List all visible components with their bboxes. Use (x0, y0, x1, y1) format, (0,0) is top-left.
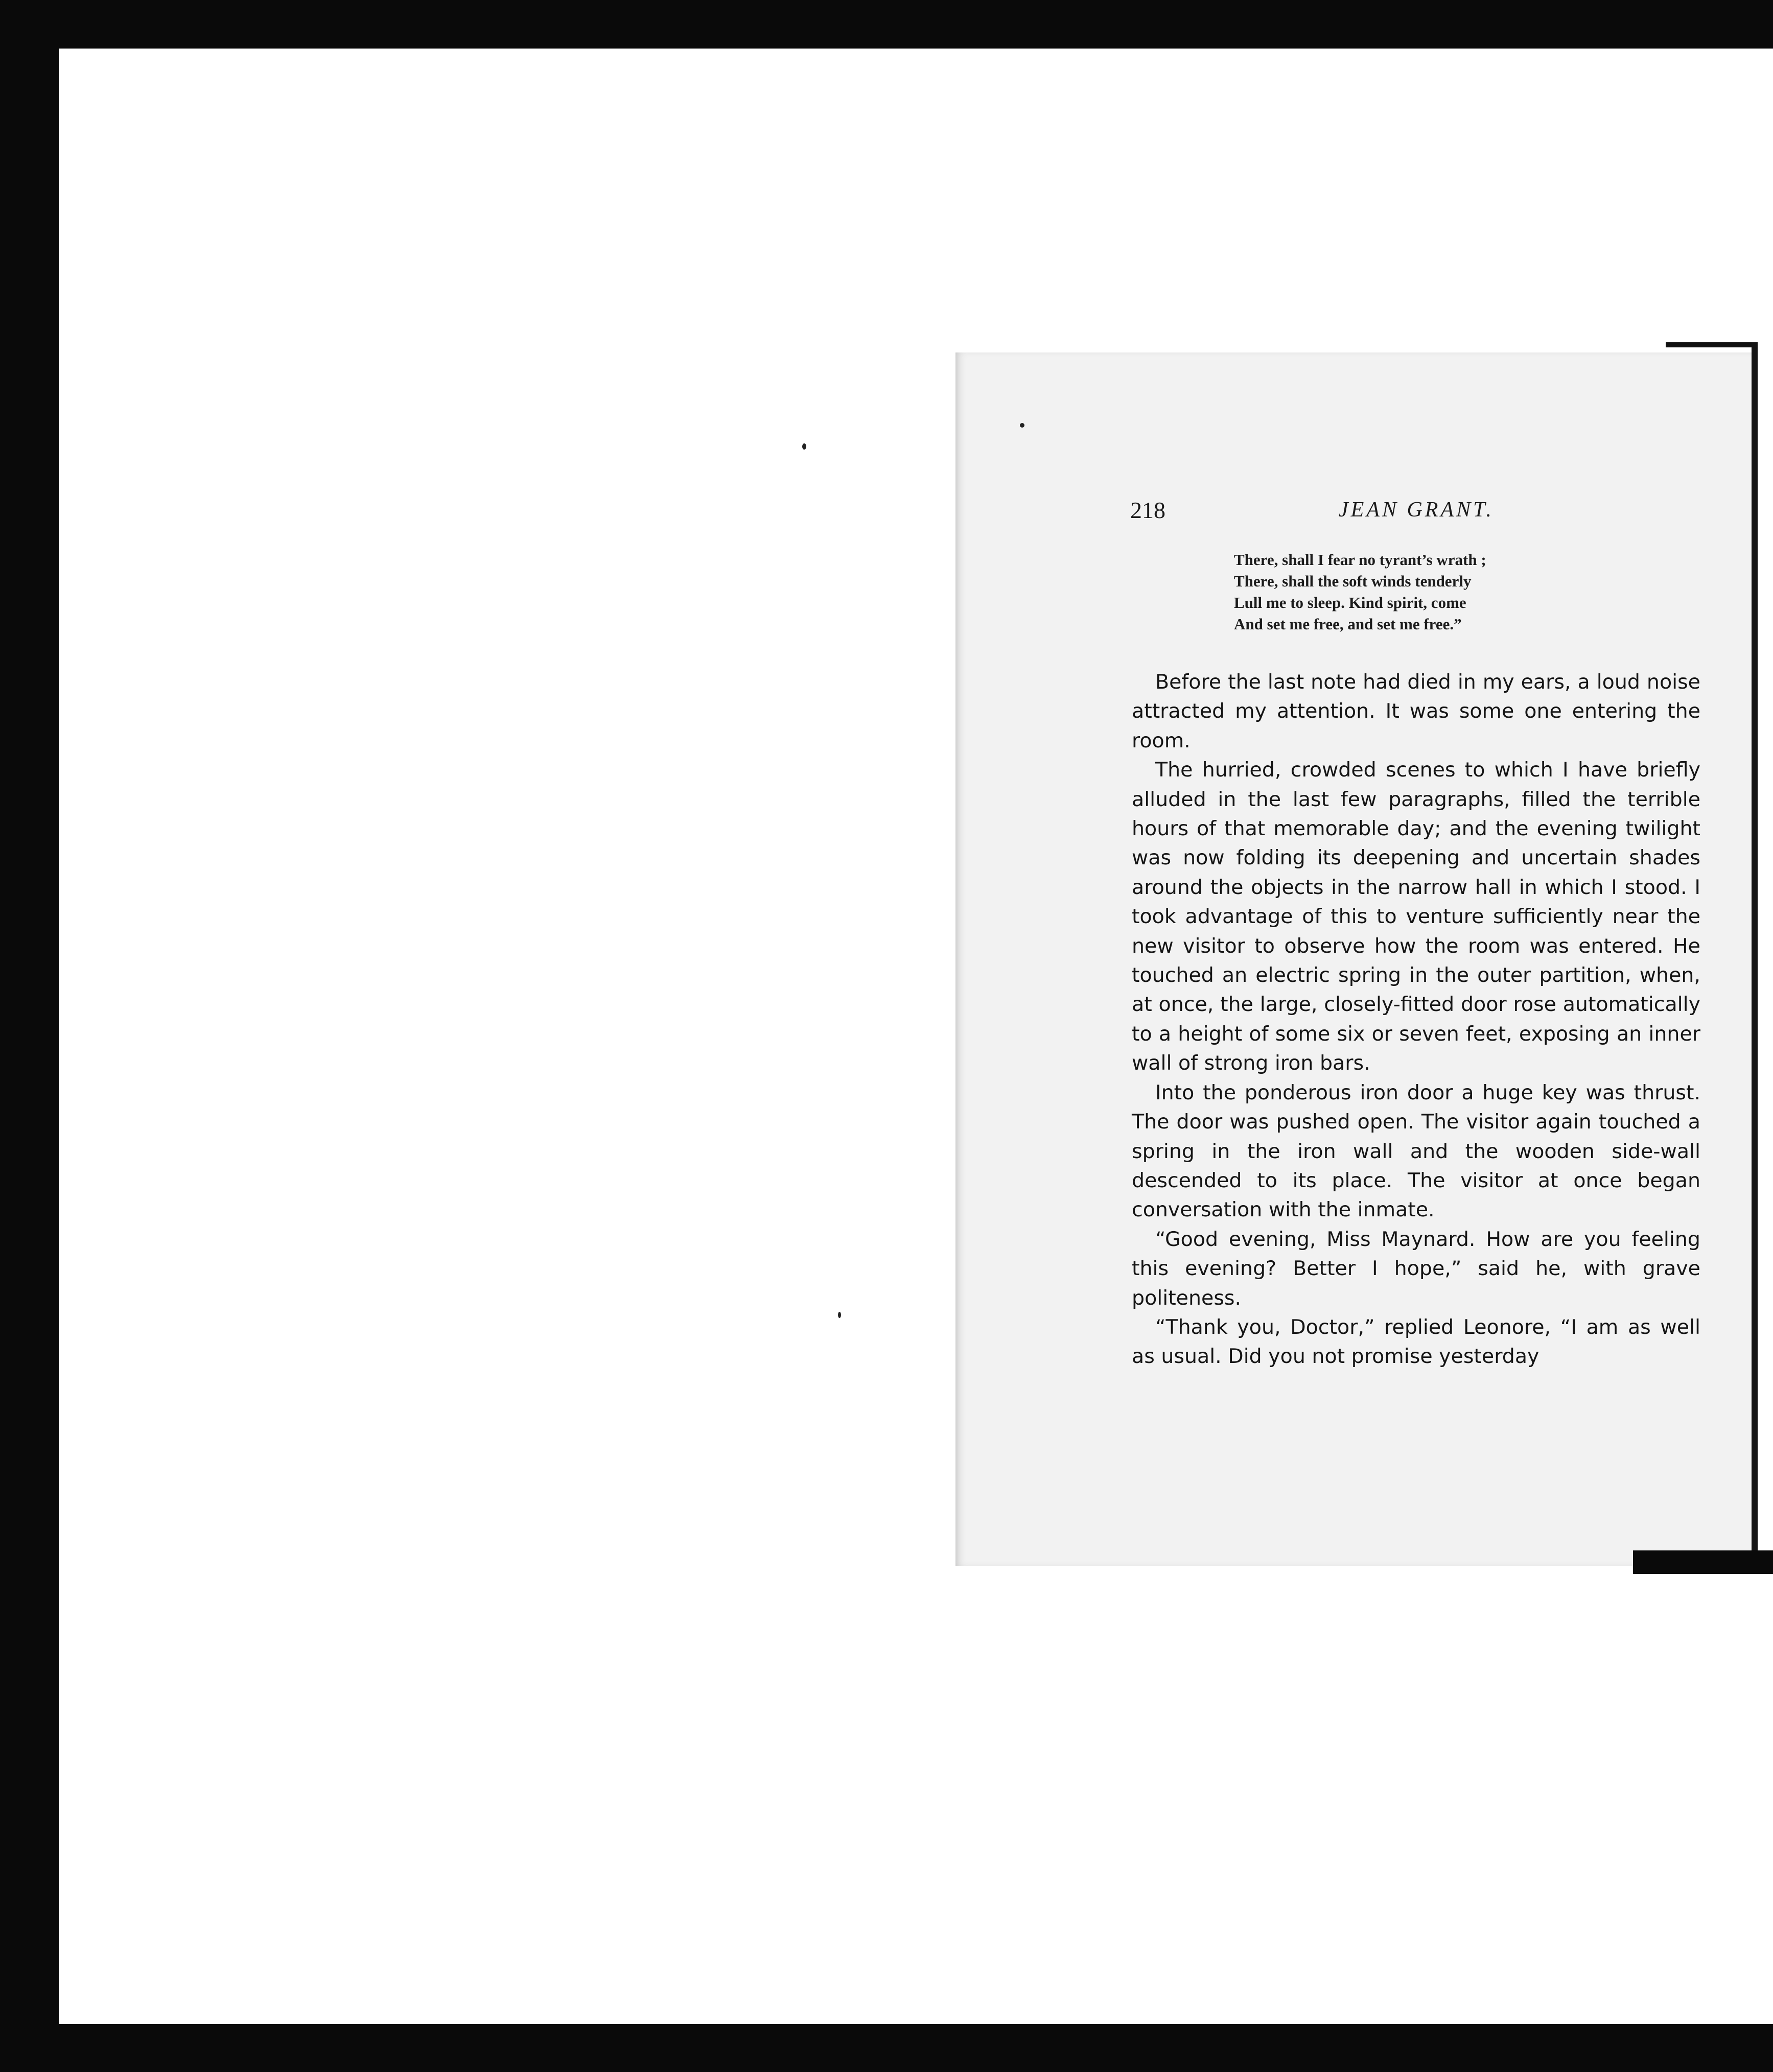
paragraph: “Thank you, Doctor,” replied Leonore, “I am as well as usual. Did you not promise yesterday (1132, 1315, 1700, 1369)
page-number: 218 (1130, 497, 1165, 523)
verse-line: Lull me to sleep. Kind spirit, come (1234, 594, 1466, 611)
paragraph: Before the last note had died in my ears, a loud noise attracted my attention. It was some one entering the room. (1132, 670, 1700, 752)
scan-border-left (0, 0, 59, 2072)
scan-speck (838, 1312, 841, 1318)
scan-border-top (0, 0, 1773, 49)
facing-page-edge (1752, 342, 1773, 1550)
body-text (1132, 668, 1700, 1372)
page-edge-shadow (1633, 1550, 1773, 1574)
running-title: JEAN GRANT. (1339, 498, 1494, 522)
paragraph: Into the ponderous iron door a huge key was thrust. The door was pushed open. The visitor again touched a spring in the iron wall and the wooden side-wall descended to its place. The visitor at once began conversation with the inmate. (1132, 1080, 1700, 1222)
paragraph: “Good evening, Miss Maynard. How are you feeling this evening? Better I hope,” said he, with grave politeness. (1132, 1227, 1700, 1310)
scan-speck (1020, 423, 1024, 428)
page-edge-rule (1666, 342, 1753, 347)
scan-speck (802, 443, 806, 450)
verse-line: There, shall I fear no tyrant’s wrath ; (1234, 551, 1486, 569)
verse-line: There, shall the soft winds tenderly (1234, 572, 1472, 590)
paragraph: The hurried, crowded scenes to which I have briefly alluded in the last few paragraphs, filled the terrible hours of that memorable day; and the evening twilight was now folding its deepening and uncertain shades around the objects in the narrow hall in which I stood. I took advantage of this to venture sufficiently near the new visitor to observe how the room was entered. He touched an electric spring in the outer partition, when, at once, the large, closely-fitted door rose automatically to a height of some six or seven feet, exposing an inner wall of strong iron bars. (1132, 758, 1700, 1075)
verse-block (1234, 549, 1561, 635)
scan-border-bottom (0, 2024, 1773, 2072)
verse-line: And set me free, and set me free.” (1234, 615, 1462, 633)
